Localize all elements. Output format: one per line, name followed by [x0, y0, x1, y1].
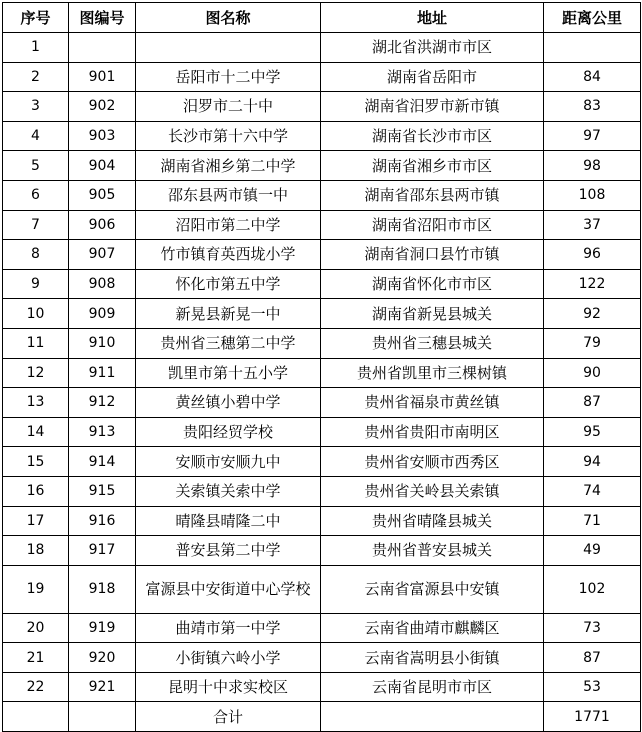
cell-address: 贵州省贵阳市南明区 — [321, 417, 544, 447]
cell-address: 贵州省安顺市西秀区 — [321, 447, 544, 477]
table-row — [3, 476, 641, 506]
table-row — [3, 328, 641, 358]
cell-address: 云南省昆明市市区 — [321, 672, 544, 702]
cell-code: 920 — [69, 643, 136, 673]
cell-code: 901 — [69, 62, 136, 92]
cell-code: 903 — [69, 121, 136, 151]
cell-name: 昆明十中求实校区 — [136, 672, 321, 702]
table-row — [3, 62, 641, 92]
cell-code: 911 — [69, 358, 136, 388]
cell-address: 云南省嵩明县小街镇 — [321, 643, 544, 673]
cell-distance: 79 — [544, 328, 641, 358]
cell-code: 918 — [69, 565, 136, 613]
cell-name: 汨罗市二十中 — [136, 92, 321, 122]
cell-code: 909 — [69, 299, 136, 329]
cell-name: 凯里市第十五小学 — [136, 358, 321, 388]
cell-distance: 92 — [544, 299, 641, 329]
table-row — [3, 210, 641, 240]
cell-distance: 71 — [544, 506, 641, 536]
total-label: 合计 — [136, 702, 321, 732]
cell-seq: 1 — [3, 33, 69, 63]
table-row — [3, 565, 641, 613]
cell-code: 919 — [69, 613, 136, 643]
cell-name: 沼阳市第二中学 — [136, 210, 321, 240]
table-row — [3, 269, 641, 299]
cell-seq: 4 — [3, 121, 69, 151]
cell-distance: 84 — [544, 62, 641, 92]
table-row — [3, 613, 641, 643]
cell-name: 怀化市第五中学 — [136, 269, 321, 299]
cell-address: 湖南省汨罗市新市镇 — [321, 92, 544, 122]
cell-seq: 8 — [3, 240, 69, 270]
cell-distance: 98 — [544, 151, 641, 181]
cell-address: 云南省曲靖市麒麟区 — [321, 613, 544, 643]
cell-distance: 108 — [544, 180, 641, 210]
cell-distance: 102 — [544, 565, 641, 613]
cell-address: 贵州省凯里市三棵树镇 — [321, 358, 544, 388]
table-row — [3, 121, 641, 151]
cell-seq: 14 — [3, 417, 69, 447]
cell-address: 贵州省关岭县关索镇 — [321, 476, 544, 506]
cell-address: 湖北省洪湖市市区 — [321, 33, 544, 63]
cell-code: 913 — [69, 417, 136, 447]
cell-seq: 15 — [3, 447, 69, 477]
cell-address: 湖南省沼阳市市区 — [321, 210, 544, 240]
cell-code: 910 — [69, 328, 136, 358]
cell-seq: 6 — [3, 180, 69, 210]
cell-seq: 2 — [3, 62, 69, 92]
cell-name: 竹市镇育英西垅小学 — [136, 240, 321, 270]
cell-name: 黄丝镇小碧中学 — [136, 388, 321, 418]
cell-distance: 95 — [544, 417, 641, 447]
cell-name: 新晃县新晃一中 — [136, 299, 321, 329]
cell-code: 915 — [69, 476, 136, 506]
cell-code: 912 — [69, 388, 136, 418]
cell-code: 904 — [69, 151, 136, 181]
cell-code: 907 — [69, 240, 136, 270]
table-header-row — [3, 3, 641, 33]
cell-seq: 11 — [3, 328, 69, 358]
total-row — [3, 702, 641, 732]
cell-distance: 37 — [544, 210, 641, 240]
cell-seq: 7 — [3, 210, 69, 240]
cell-seq: 5 — [3, 151, 69, 181]
cell-distance: 49 — [544, 536, 641, 566]
cell-distance: 94 — [544, 447, 641, 477]
table-row — [3, 388, 641, 418]
cell-distance: 96 — [544, 240, 641, 270]
cell-address: 贵州省晴隆县城关 — [321, 506, 544, 536]
cell-address: 湖南省湘乡市市区 — [321, 151, 544, 181]
cell-distance: 74 — [544, 476, 641, 506]
total-empty-cell — [3, 702, 69, 732]
cell-address: 湖南省怀化市市区 — [321, 269, 544, 299]
cell-address: 贵州省普安县城关 — [321, 536, 544, 566]
cell-code: 905 — [69, 180, 136, 210]
cell-address: 湖南省长沙市市区 — [321, 121, 544, 151]
cell-name: 岳阳市十二中学 — [136, 62, 321, 92]
table-row — [3, 672, 641, 702]
cell-seq: 19 — [3, 565, 69, 613]
cell-seq: 17 — [3, 506, 69, 536]
cell-seq: 10 — [3, 299, 69, 329]
cell-name: 长沙市第十六中学 — [136, 121, 321, 151]
cell-seq: 16 — [3, 476, 69, 506]
cell-code: 906 — [69, 210, 136, 240]
table-row — [3, 240, 641, 270]
cell-address: 贵州省三穗县城关 — [321, 328, 544, 358]
cell-address: 云南省富源县中安镇 — [321, 565, 544, 613]
cell-code: 917 — [69, 536, 136, 566]
table-row — [3, 180, 641, 210]
cell-code: 916 — [69, 506, 136, 536]
cell-name: 安顺市安顺九中 — [136, 447, 321, 477]
cell-name: 小街镇六岭小学 — [136, 643, 321, 673]
cell-seq: 18 — [3, 536, 69, 566]
cell-name: 贵州省三穗第二中学 — [136, 328, 321, 358]
cell-code — [69, 33, 136, 63]
cell-code: 902 — [69, 92, 136, 122]
table-row — [3, 643, 641, 673]
cell-code: 914 — [69, 447, 136, 477]
table-row — [3, 151, 641, 181]
cell-distance — [544, 33, 641, 63]
total-empty-cell — [69, 702, 136, 732]
cell-distance: 90 — [544, 358, 641, 388]
table-row — [3, 299, 641, 329]
distance-table — [2, 2, 641, 732]
cell-seq: 21 — [3, 643, 69, 673]
cell-seq: 22 — [3, 672, 69, 702]
cell-distance: 87 — [544, 388, 641, 418]
cell-seq: 3 — [3, 92, 69, 122]
cell-name: 富源县中安街道中心学校 — [136, 565, 321, 613]
cell-seq: 9 — [3, 269, 69, 299]
table-row — [3, 33, 641, 63]
cell-distance: 87 — [544, 643, 641, 673]
cell-name — [136, 33, 321, 63]
table-row — [3, 536, 641, 566]
cell-name: 湖南省湘乡第二中学 — [136, 151, 321, 181]
cell-name: 曲靖市第一中学 — [136, 613, 321, 643]
cell-code: 921 — [69, 672, 136, 702]
total-empty-cell — [321, 702, 544, 732]
table-row — [3, 417, 641, 447]
cell-distance: 97 — [544, 121, 641, 151]
cell-seq: 13 — [3, 388, 69, 418]
cell-address: 湖南省岳阳市 — [321, 62, 544, 92]
cell-distance: 73 — [544, 613, 641, 643]
cell-distance: 83 — [544, 92, 641, 122]
table-row — [3, 358, 641, 388]
cell-name: 普安县第二中学 — [136, 536, 321, 566]
cell-name: 邵东县两市镇一中 — [136, 180, 321, 210]
table-row — [3, 447, 641, 477]
cell-distance: 53 — [544, 672, 641, 702]
table-row — [3, 92, 641, 122]
cell-address: 湖南省洞口县竹市镇 — [321, 240, 544, 270]
cell-code: 908 — [69, 269, 136, 299]
total-distance: 1771 — [544, 702, 641, 732]
cell-seq: 12 — [3, 358, 69, 388]
header-code: 图编号 — [69, 3, 136, 33]
cell-seq: 20 — [3, 613, 69, 643]
header-distance: 距离公里 — [544, 3, 641, 33]
header-name: 图名称 — [136, 3, 321, 33]
cell-address: 湖南省新晃县城关 — [321, 299, 544, 329]
header-address: 地址 — [321, 3, 544, 33]
cell-name: 贵阳经贸学校 — [136, 417, 321, 447]
cell-address: 贵州省福泉市黄丝镇 — [321, 388, 544, 418]
cell-name: 关索镇关索中学 — [136, 476, 321, 506]
cell-address: 湖南省邵东县两市镇 — [321, 180, 544, 210]
cell-distance: 122 — [544, 269, 641, 299]
table-row — [3, 506, 641, 536]
cell-name: 晴隆县晴隆二中 — [136, 506, 321, 536]
header-seq: 序号 — [3, 3, 69, 33]
